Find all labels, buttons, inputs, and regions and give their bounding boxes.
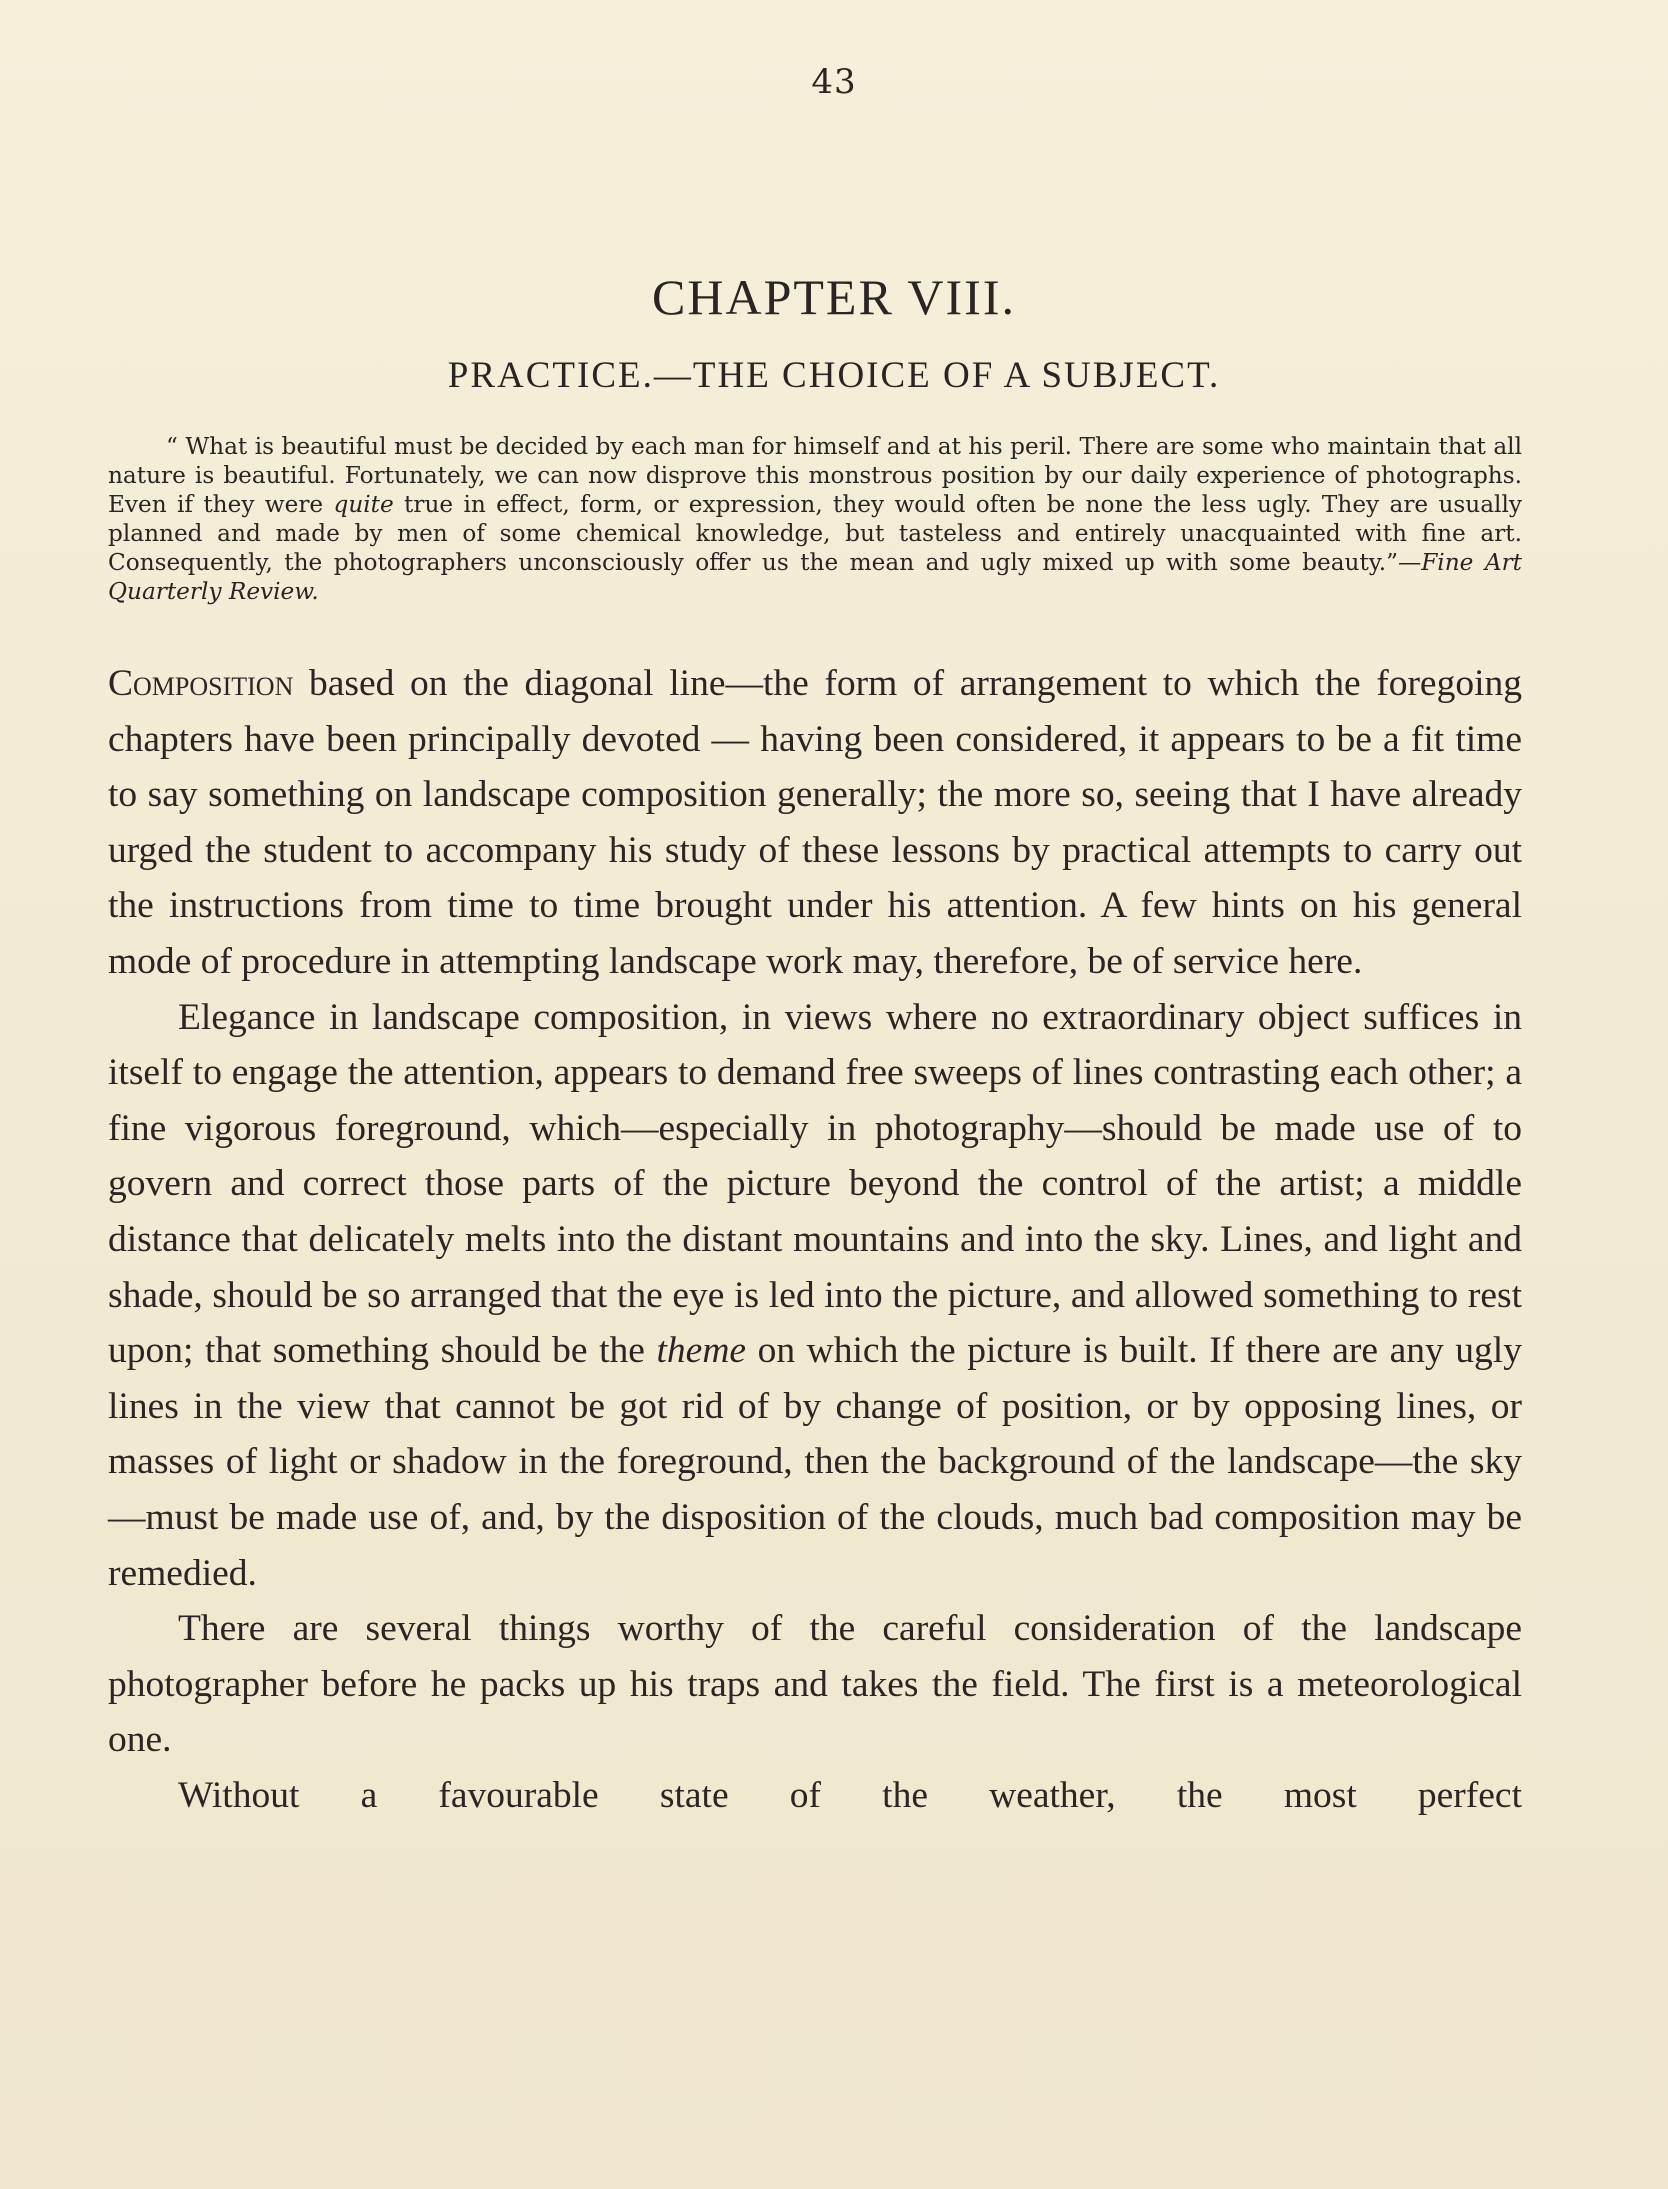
paragraph-1-text: based on the diagonal line—the form of arrangement to which the foregoing chapters have been principally devoted — having been considered, it appears to be a fit time to say something on landscape composition generally; the more so, seeing that I have already urged the student to accompany his study of these lessons by practical attempts to carry out the instructions from time to time brought under his attention. A few hints on his general mode of procedure in attempting landscape work may, therefore, be of service here. bbox=[108, 663, 1522, 982]
paragraph-lead-word: Composition bbox=[108, 663, 294, 704]
epigraph-emphasis: quite bbox=[333, 491, 394, 518]
paragraph-2-text-b: on which the picture is built. If there are any ugly lines in the view that cannot be got rid of by change of position, or by opposing lines, or masses of light or shadow in the foreground, then the background of the landscape—the sky—must be made use of, and, by the disposition of the clouds, much bad composition may be remedied. bbox=[108, 1330, 1522, 1594]
paragraph-2-emphasis: theme bbox=[656, 1330, 747, 1372]
paragraph-1 bbox=[108, 656, 1522, 990]
epigraph-source: Fine Art Quarterly Review. bbox=[108, 549, 1522, 605]
paragraph-2 bbox=[108, 990, 1522, 1602]
paragraph-3: There are several things worthy of the careful consideration of the landscape photographer before he packs up his traps and takes the field. The first is a meteorological one. bbox=[108, 1608, 1522, 1761]
paragraph-4: Without a favourable state of the weather, the most perfect bbox=[178, 1774, 1522, 1816]
paragraph-2-text-a: Elegance in landscape composition, in views where no extraordinary object suffices in itself to engage the attention, appears to demand free sweeps of lines contrasting each other; a fine vigorous foreground, which—especially in photography—should be made use of to govern and correct those parts of the picture beyond the control of the artist; a middle distance that delicately melts into the distant mountains and into the sky. Lines, and light and shade, should be so arranged that the eye is led into the picture, and allowed something to rest upon; that something should be the bbox=[108, 996, 1522, 1372]
section-title: PRACTICE.—THE CHOICE OF A SUBJECT. bbox=[447, 355, 1221, 396]
epigraph bbox=[108, 432, 1522, 606]
body-text bbox=[108, 656, 1522, 1823]
page-number: 43 bbox=[811, 62, 857, 102]
epigraph-quote: “ What is beautiful must be decided by each man for himself and at his peril. There are some who maintain that all nature is beautiful. Fortunately, we can now disprove this monstrous position by our daily experience of photographs. Even if they were bbox=[108, 433, 1522, 518]
chapter-title: CHAPTER VIII. bbox=[652, 269, 1016, 325]
epigraph-quote-continued: true in effect, form, or expression, they would often be none the less ugly. They are usually planned and made by men of some chemical knowledge, but tasteless and entirely unacquainted with fine art. Consequently, the photographers unconsciously offer us the mean and ugly mixed up with some beauty.”— bbox=[108, 491, 1522, 576]
